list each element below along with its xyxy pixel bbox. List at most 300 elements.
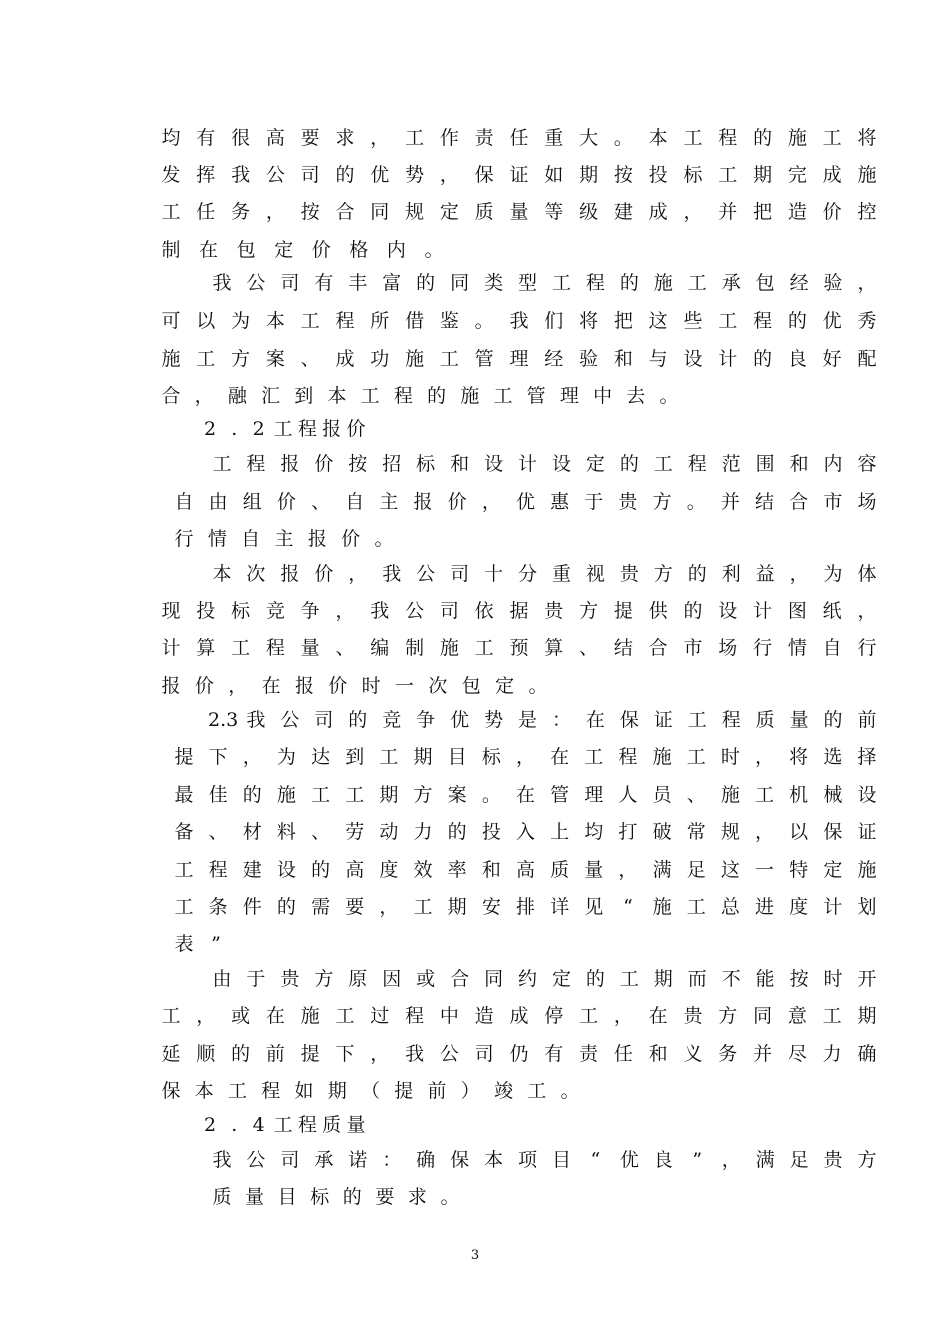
glyph: 保 bbox=[823, 821, 843, 843]
glyph: 工 bbox=[300, 310, 320, 332]
glyph: 价 bbox=[341, 528, 361, 550]
glyph: 仍 bbox=[509, 1043, 529, 1065]
glyph: 控 bbox=[857, 201, 877, 223]
glyph: ， bbox=[194, 385, 214, 407]
glyph: 质 bbox=[755, 709, 775, 731]
glyph: 建 bbox=[613, 201, 633, 223]
glyph: 定 bbox=[823, 859, 843, 881]
glyph: 司 bbox=[474, 1043, 494, 1065]
glyph: 范 bbox=[721, 453, 741, 475]
glyph: 管 bbox=[550, 784, 570, 806]
glyph: 和 bbox=[789, 453, 809, 475]
glyph: 期 bbox=[653, 968, 673, 990]
glyph: 验 bbox=[823, 272, 843, 294]
glyph: 中 bbox=[439, 1005, 459, 1027]
glyph: 足 bbox=[789, 1149, 809, 1171]
glyph: 满 bbox=[755, 1149, 775, 1171]
glyph: 、 bbox=[208, 821, 228, 843]
glyph: 行 bbox=[753, 637, 773, 659]
glyph: 保 bbox=[474, 164, 494, 186]
glyph: 利 bbox=[721, 563, 741, 585]
glyph: 任 bbox=[613, 1043, 633, 1065]
glyph: 按 bbox=[300, 201, 320, 223]
glyph: ， bbox=[348, 563, 368, 585]
glyph: 优 bbox=[450, 709, 470, 731]
glyph: 施 bbox=[405, 348, 425, 370]
glyph: ： bbox=[551, 709, 571, 731]
glyph: 工 bbox=[493, 385, 513, 407]
glyph: 力 bbox=[413, 821, 433, 843]
glyph: 同 bbox=[450, 272, 470, 294]
glyph: 本 bbox=[648, 127, 668, 149]
glyph: 鉴 bbox=[439, 310, 459, 332]
glyph: 报 bbox=[280, 453, 300, 475]
glyph: 公 bbox=[416, 563, 436, 585]
glyph: 我 bbox=[246, 709, 266, 731]
glyph: 很 bbox=[231, 127, 251, 149]
glyph: 行 bbox=[857, 637, 877, 659]
glyph: 、 bbox=[300, 348, 320, 370]
glyph: 设 bbox=[276, 859, 296, 881]
glyph: 本 bbox=[265, 310, 285, 332]
glyph: 优 bbox=[619, 1149, 639, 1171]
glyph: 以 bbox=[196, 310, 216, 332]
glyph: 由 bbox=[208, 491, 228, 513]
glyph: 保 bbox=[161, 1080, 181, 1102]
glyph: 成 bbox=[335, 348, 355, 370]
glyph: 施 bbox=[652, 746, 672, 768]
glyph: 算 bbox=[544, 637, 564, 659]
glyph: 方 bbox=[579, 600, 599, 622]
glyph: 并 bbox=[718, 201, 738, 223]
glyph: 据 bbox=[509, 600, 529, 622]
glyph: 建 bbox=[242, 859, 262, 881]
glyph: 程 bbox=[687, 453, 707, 475]
glyph: 责 bbox=[579, 1043, 599, 1065]
glyph: 并 bbox=[753, 1043, 773, 1065]
glyph: 我 bbox=[509, 310, 529, 332]
glyph: 和 bbox=[613, 348, 633, 370]
glyph: 有 bbox=[544, 1043, 564, 1065]
glyph: 争 bbox=[416, 709, 436, 731]
glyph: 时 bbox=[823, 968, 843, 990]
glyph: 人 bbox=[618, 784, 638, 806]
glyph: “ bbox=[623, 896, 633, 918]
glyph: 贵 bbox=[619, 563, 639, 585]
glyph: 重 bbox=[551, 563, 571, 585]
glyph: 这 bbox=[720, 859, 740, 881]
glyph: 确 bbox=[416, 1149, 436, 1171]
glyph: 工 bbox=[755, 784, 775, 806]
glyph: 司 bbox=[280, 1149, 300, 1171]
glyph: 划 bbox=[857, 896, 877, 918]
glyph: 件 bbox=[242, 896, 262, 918]
glyph: 行 bbox=[174, 528, 194, 550]
glyph: 员 bbox=[652, 784, 672, 806]
glyph: 任 bbox=[509, 127, 529, 149]
glyph: 计 bbox=[161, 637, 181, 659]
glyph: 特 bbox=[789, 859, 809, 881]
glyph: 案 bbox=[447, 784, 467, 806]
glyph: 工 bbox=[527, 1080, 547, 1102]
glyph: 益 bbox=[755, 563, 775, 585]
glyph: ， bbox=[515, 746, 535, 768]
glyph: 制 bbox=[161, 239, 181, 261]
glyph: 计 bbox=[823, 896, 843, 918]
glyph: ， bbox=[228, 675, 248, 697]
glyph: 的 bbox=[619, 272, 639, 294]
glyph: 工 bbox=[379, 746, 399, 768]
glyph: 的 bbox=[348, 709, 368, 731]
glyph: 经 bbox=[544, 348, 564, 370]
glyph: 报 bbox=[307, 528, 327, 550]
glyph: 意 bbox=[787, 1005, 807, 1027]
glyph: 投 bbox=[481, 821, 501, 843]
glyph: 和 bbox=[450, 453, 470, 475]
glyph: 主 bbox=[379, 491, 399, 513]
glyph: 。 bbox=[474, 310, 494, 332]
glyph: 十 bbox=[484, 563, 504, 585]
glyph: 理 bbox=[559, 385, 579, 407]
glyph: 承 bbox=[314, 1149, 334, 1171]
glyph: 程 bbox=[261, 1080, 281, 1102]
glyph: 成 bbox=[648, 201, 668, 223]
glyph: 为 bbox=[231, 310, 251, 332]
glyph: 合 bbox=[450, 968, 470, 990]
glyph: 期 bbox=[857, 1005, 877, 1027]
glyph: 设 bbox=[857, 784, 877, 806]
glyph: 按 bbox=[789, 968, 809, 990]
glyph: 作 bbox=[439, 127, 459, 149]
glyph: 本 bbox=[327, 385, 347, 407]
glyph: 报 bbox=[322, 418, 342, 440]
glyph: 动 bbox=[379, 821, 399, 843]
glyph: 需 bbox=[311, 896, 331, 918]
glyph: 于 bbox=[246, 968, 266, 990]
glyph: 任 bbox=[196, 201, 216, 223]
glyph: 程 bbox=[618, 746, 638, 768]
glyph: 施 bbox=[439, 637, 459, 659]
glyph: ” bbox=[692, 1149, 703, 1171]
glyph: 打 bbox=[618, 821, 638, 843]
glyph: 良 bbox=[653, 1149, 673, 1171]
glyph: 汇 bbox=[261, 385, 281, 407]
glyph: 排 bbox=[515, 896, 535, 918]
glyph: ， bbox=[379, 896, 399, 918]
glyph: ， bbox=[618, 859, 638, 881]
glyph: 定 bbox=[551, 968, 571, 990]
glyph: 工 bbox=[474, 637, 494, 659]
glyph: 类 bbox=[484, 272, 504, 294]
glyph: 有 bbox=[196, 127, 216, 149]
glyph: 量 bbox=[584, 859, 604, 881]
glyph: 、 bbox=[311, 491, 331, 513]
glyph: 足 bbox=[686, 859, 706, 881]
glyph: 程 bbox=[721, 709, 741, 731]
glyph: . bbox=[231, 1114, 238, 1136]
glyph: 完 bbox=[787, 164, 807, 186]
glyph: 求 bbox=[407, 1186, 427, 1208]
glyph: 供 bbox=[648, 600, 668, 622]
glyph: 价 bbox=[194, 675, 214, 697]
glyph: 预 bbox=[509, 637, 529, 659]
glyph: 的 bbox=[231, 1043, 251, 1065]
glyph: 经 bbox=[789, 272, 809, 294]
glyph: 发 bbox=[161, 164, 181, 186]
glyph: 时 bbox=[361, 675, 381, 697]
glyph: 势 bbox=[405, 164, 425, 186]
glyph: 理 bbox=[584, 784, 604, 806]
glyph: 和 bbox=[648, 1043, 668, 1065]
glyph: 的 bbox=[787, 310, 807, 332]
glyph: 提 bbox=[300, 1043, 320, 1065]
glyph: 价 bbox=[447, 491, 467, 513]
glyph: 所 bbox=[370, 310, 390, 332]
glyph: 司 bbox=[300, 164, 320, 186]
glyph: 定 bbox=[495, 675, 515, 697]
glyph: 去 bbox=[626, 385, 646, 407]
glyph: 量 bbox=[346, 1114, 366, 1136]
glyph: 工 bbox=[687, 272, 707, 294]
glyph: ， bbox=[857, 600, 877, 622]
glyph: 高 bbox=[265, 127, 285, 149]
glyph: ， bbox=[370, 1043, 390, 1065]
glyph: 价 bbox=[314, 453, 334, 475]
glyph: ， bbox=[481, 491, 501, 513]
glyph: 求 bbox=[335, 127, 355, 149]
glyph: 司 bbox=[280, 272, 300, 294]
glyph: 工 bbox=[439, 348, 459, 370]
glyph: 程 bbox=[585, 272, 605, 294]
glyph: 提 bbox=[174, 746, 194, 768]
glyph: 的 bbox=[342, 1186, 362, 1208]
glyph: 前 bbox=[427, 1080, 447, 1102]
glyph: 司 bbox=[439, 600, 459, 622]
glyph: 料 bbox=[276, 821, 296, 843]
glyph: 标 bbox=[481, 746, 501, 768]
glyph: 同 bbox=[753, 1005, 773, 1027]
glyph: ： bbox=[382, 1149, 402, 1171]
glyph: 在 bbox=[585, 709, 605, 731]
glyph: 的 bbox=[619, 453, 639, 475]
glyph: 竣 bbox=[493, 1080, 513, 1102]
glyph: 项 bbox=[518, 1149, 538, 1171]
glyph: 公 bbox=[405, 600, 425, 622]
glyph: 、 bbox=[335, 637, 355, 659]
glyph: 的 bbox=[427, 385, 447, 407]
glyph: 能 bbox=[755, 968, 775, 990]
glyph: 方 bbox=[718, 1005, 738, 1027]
glyph: 报 bbox=[413, 491, 433, 513]
glyph: 进 bbox=[755, 896, 775, 918]
glyph: 工 bbox=[273, 1114, 293, 1136]
glyph: 以 bbox=[789, 821, 809, 843]
glyph: 质 bbox=[474, 201, 494, 223]
glyph: 贵 bbox=[280, 968, 300, 990]
glyph: 有 bbox=[314, 272, 334, 294]
glyph: 把 bbox=[753, 201, 773, 223]
glyph: 结 bbox=[755, 491, 775, 513]
glyph: 。 bbox=[424, 239, 444, 261]
glyph: ， bbox=[789, 563, 809, 585]
glyph: 延 bbox=[161, 1043, 181, 1065]
glyph: . bbox=[231, 418, 238, 440]
glyph: 为 bbox=[276, 746, 296, 768]
glyph: 目 bbox=[551, 1149, 571, 1171]
glyph: 主 bbox=[274, 528, 294, 550]
glyph: 诺 bbox=[348, 1149, 368, 1171]
glyph: 工 bbox=[687, 709, 707, 731]
glyph: 程 bbox=[208, 859, 228, 881]
glyph: 价 bbox=[276, 491, 296, 513]
glyph: 责 bbox=[474, 127, 494, 149]
glyph: 优 bbox=[370, 164, 390, 186]
glyph: ， bbox=[613, 1005, 633, 1027]
glyph: 将 bbox=[857, 127, 877, 149]
glyph: 为 bbox=[823, 563, 843, 585]
glyph: 因 bbox=[382, 968, 402, 990]
glyph: ， bbox=[265, 201, 285, 223]
glyph: ， bbox=[242, 746, 262, 768]
glyph: 并 bbox=[720, 491, 740, 513]
glyph: 报 bbox=[161, 675, 181, 697]
glyph: 方 bbox=[231, 348, 251, 370]
glyph: 依 bbox=[474, 600, 494, 622]
glyph: 工 bbox=[653, 453, 673, 475]
glyph: 设 bbox=[683, 348, 703, 370]
glyph: 下 bbox=[208, 746, 228, 768]
glyph: 前 bbox=[857, 709, 877, 731]
glyph: 按 bbox=[348, 453, 368, 475]
glyph: 期 bbox=[579, 164, 599, 186]
glyph: 重 bbox=[544, 127, 564, 149]
glyph: 施 bbox=[161, 348, 181, 370]
glyph: 的 bbox=[311, 859, 331, 881]
glyph: 管 bbox=[526, 385, 546, 407]
glyph: 方 bbox=[652, 491, 672, 513]
glyph: ” bbox=[211, 933, 221, 955]
glyph: 工 bbox=[227, 1080, 247, 1102]
glyph: 我 bbox=[382, 563, 402, 585]
glyph: 要 bbox=[300, 127, 320, 149]
glyph: 前 bbox=[265, 1043, 285, 1065]
glyph: 设 bbox=[484, 453, 504, 475]
glyph: 入 bbox=[515, 821, 535, 843]
glyph: 、 bbox=[579, 637, 599, 659]
glyph: 计 bbox=[518, 453, 538, 475]
glyph: 编 bbox=[370, 637, 390, 659]
glyph: 。 bbox=[440, 1186, 460, 1208]
glyph: 如 bbox=[544, 164, 564, 186]
glyph: 竞 bbox=[382, 709, 402, 731]
glyph: 等 bbox=[544, 201, 564, 223]
glyph: 的 bbox=[447, 821, 467, 843]
glyph: ， bbox=[370, 127, 390, 149]
glyph: 程 bbox=[297, 1114, 317, 1136]
glyph: 和 bbox=[481, 859, 501, 881]
glyph: 司 bbox=[450, 563, 470, 585]
glyph: 图 bbox=[787, 600, 807, 622]
glyph: 丰 bbox=[348, 272, 368, 294]
glyph: 惠 bbox=[550, 491, 570, 513]
glyph: 借 bbox=[405, 310, 425, 332]
glyph: 工 bbox=[161, 1005, 181, 1027]
glyph: 械 bbox=[823, 784, 843, 806]
glyph: 于 bbox=[584, 491, 604, 513]
glyph: 我 bbox=[212, 1149, 232, 1171]
glyph: 报 bbox=[280, 563, 300, 585]
glyph: 融 bbox=[227, 385, 247, 407]
glyph: 制 bbox=[405, 637, 425, 659]
glyph: 提 bbox=[394, 1080, 414, 1102]
glyph: 条 bbox=[208, 896, 228, 918]
glyph: 程 bbox=[246, 453, 266, 475]
glyph: 计 bbox=[753, 600, 773, 622]
glyph: 表 bbox=[174, 933, 194, 955]
glyph: 合 bbox=[335, 201, 355, 223]
glyph: 价 bbox=[311, 239, 331, 261]
glyph: 的 bbox=[416, 272, 436, 294]
glyph: 一 bbox=[395, 675, 415, 697]
glyph: ， bbox=[196, 1005, 216, 1027]
glyph: 量 bbox=[509, 201, 529, 223]
glyph: 市 bbox=[683, 637, 703, 659]
glyph: 公 bbox=[246, 1149, 266, 1171]
glyph: 期 bbox=[753, 164, 773, 186]
glyph: 要 bbox=[345, 896, 365, 918]
glyph: 要 bbox=[375, 1186, 395, 1208]
glyph: 工 bbox=[360, 385, 380, 407]
glyph: 择 bbox=[857, 746, 877, 768]
glyph: 2 bbox=[252, 418, 265, 440]
glyph: 备 bbox=[174, 821, 194, 843]
glyph: 度 bbox=[379, 859, 399, 881]
glyph: 投 bbox=[196, 600, 216, 622]
glyph: 一 bbox=[755, 859, 775, 881]
glyph: 方 bbox=[413, 784, 433, 806]
glyph: 价 bbox=[346, 418, 366, 440]
glyph: 算 bbox=[196, 637, 216, 659]
glyph: 级 bbox=[579, 201, 599, 223]
glyph: 不 bbox=[721, 968, 741, 990]
glyph: 包 bbox=[236, 239, 256, 261]
glyph: 度 bbox=[789, 896, 809, 918]
glyph: 工 bbox=[822, 1005, 842, 1027]
glyph: 施 bbox=[720, 784, 740, 806]
glyph: 程 bbox=[265, 637, 285, 659]
glyph: 质 bbox=[212, 1186, 232, 1208]
glyph: 工 bbox=[822, 127, 842, 149]
glyph: 均 bbox=[584, 821, 604, 843]
glyph: 标 bbox=[416, 453, 436, 475]
glyph: 工 bbox=[551, 272, 571, 294]
glyph: 公 bbox=[439, 1043, 459, 1065]
glyph: 次 bbox=[246, 563, 266, 585]
glyph: 成 bbox=[509, 1005, 529, 1027]
glyph: 安 bbox=[481, 896, 501, 918]
glyph: 我 bbox=[231, 164, 251, 186]
glyph: 劳 bbox=[345, 821, 365, 843]
glyph: 成 bbox=[822, 164, 842, 186]
glyph: 达 bbox=[311, 746, 331, 768]
glyph: 在 bbox=[199, 239, 219, 261]
glyph: 。 bbox=[659, 385, 679, 407]
glyph: 公 bbox=[280, 709, 300, 731]
glyph: 理 bbox=[509, 348, 529, 370]
glyph: 工 bbox=[311, 784, 331, 806]
glyph: 率 bbox=[447, 859, 467, 881]
glyph: 围 bbox=[755, 453, 775, 475]
